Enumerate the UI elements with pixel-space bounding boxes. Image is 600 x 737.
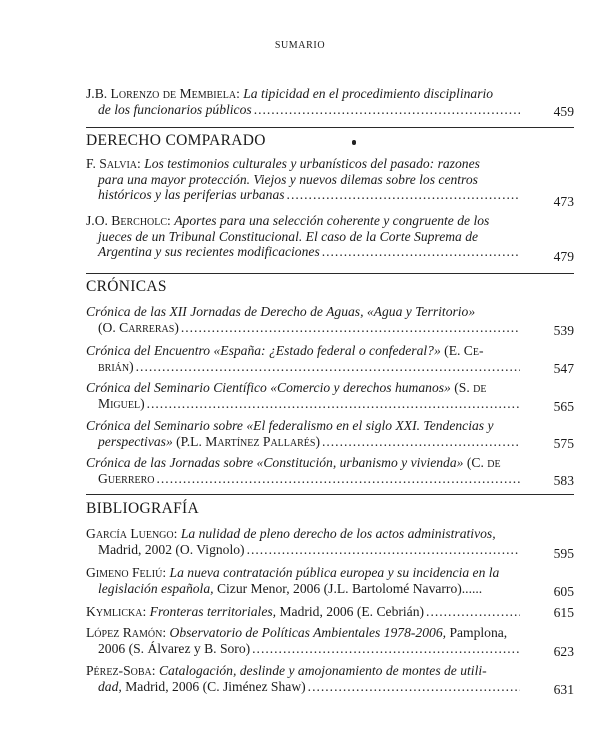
leader-dots bbox=[247, 542, 520, 558]
toc-entry-lopez-ramon[interactable]: López Ramón: Observatorio de Políticas Ambientales 1978-2006, Pamplona, 2006 (S. Álvarez y B. Soro) ..... bbox=[86, 625, 520, 656]
page-number: 615 bbox=[553, 605, 574, 620]
entry-author: (E. Ce- bbox=[444, 343, 484, 358]
entry-title-cont: perspectivas» bbox=[98, 433, 173, 449]
leader-dots bbox=[426, 604, 520, 620]
entry-title-cont: de los funcionarios públicos bbox=[98, 101, 252, 117]
leader-dots bbox=[136, 359, 520, 375]
entry-title: Los testimonios culturales y urbanísticos del pasado: razones bbox=[144, 156, 480, 171]
entry-title: Crónica del Seminario Científico «Comercio y derechos humanos» bbox=[86, 380, 451, 395]
entry-author: J.O. Bercholc bbox=[86, 213, 168, 228]
toc-entry-cronica-espana[interactable] bbox=[86, 343, 520, 374]
entry-title-cont: para una mayor protección. Viejos y nuevos dilemas sobre los centros bbox=[98, 171, 478, 187]
leader-dots bbox=[252, 641, 520, 657]
entry-publication: Pamplona, bbox=[449, 625, 508, 640]
entry-title-cont: históricos y las periferias urbanas bbox=[98, 187, 285, 202]
toc-entry-gimeno-feliu[interactable]: Gimeno Feliú: La nueva contratación pública europea y su incidencia en la legislación española, Cizur Menor, 2006 (J.L. Bartolomé Navarro)...... bbox=[86, 565, 500, 596]
page-number: 605 bbox=[553, 584, 574, 599]
entry-author: (O. Carreras) bbox=[98, 319, 179, 335]
toc-entry-perez-soba[interactable]: Pérez-Soba: Catalogación, deslinde y amojonamiento de montes de utili- dad, Madrid, 2006 (C. Jiménez Shaw) ..... bbox=[86, 663, 520, 694]
entry-author: López Ramón bbox=[86, 625, 163, 640]
toc-entry-kymlicka[interactable]: Kymlicka: Fronteras territoriales, Madrid, 2006 (E. Cebrián) ..... bbox=[86, 604, 520, 620]
ink-speck bbox=[352, 140, 356, 145]
entry-title: Crónica del Seminario sobre «El federalismo en el siglo XXI. Tendencias y bbox=[86, 418, 494, 433]
page-number: 479 bbox=[553, 249, 574, 264]
section-divider bbox=[86, 127, 574, 128]
entry-author: Pérez-Soba bbox=[86, 663, 152, 678]
entry-title-cont: legislación española, bbox=[98, 580, 214, 596]
toc-entry-cronica-federalismo[interactable] bbox=[86, 418, 520, 449]
leader-dots bbox=[322, 244, 520, 260]
toc-entry-cronica-urbanismo[interactable] bbox=[86, 455, 520, 486]
entry-publication: Madrid, 2006 (E. Cebrián) bbox=[279, 604, 425, 619]
page-number: 473 bbox=[553, 194, 574, 209]
toc-entry-membiela[interactable]: J.B. Lorenzo de Membiela: La tipicidad en el procedimiento disciplinario de los funcionarios públicos ..... bbox=[86, 86, 520, 117]
entry-title: Catalogación, deslinde y amojonamiento de montes de utili- bbox=[158, 663, 487, 678]
page-number: 565 bbox=[553, 399, 574, 414]
entry-title-cont: dad, bbox=[98, 678, 122, 694]
leader-dots bbox=[147, 396, 520, 412]
section-title-bibliografia: BIBLIOGRAFÍA bbox=[86, 500, 199, 517]
entry-author: J.B. Lorenzo de Membiela bbox=[86, 86, 237, 101]
leader-dots bbox=[157, 471, 521, 487]
entry-publication: Cizur Menor, 2006 (J.L. Bartolomé Navarro)...... bbox=[216, 580, 483, 596]
entry-author-cont: Miguel) bbox=[98, 395, 145, 411]
entry-author: F. Salvia bbox=[86, 156, 138, 171]
entry-title: La tipicidad en el procedimiento disciplinario bbox=[243, 86, 494, 101]
entry-author: (P.L. Martínez Pallarés) bbox=[176, 433, 320, 449]
section-title-cronicas: CRÓNICAS bbox=[86, 278, 167, 295]
toc-entry-cronica-comercio[interactable] bbox=[86, 380, 520, 411]
section-divider bbox=[86, 494, 574, 495]
toc-entry-bercholc[interactable]: J.O. Bercholc: Aportes para una selección coherente y congruente de los jueces de un Tribunal Constitucional. El caso de la Corte Suprema de Argentina y sus recientes modificaciones ..... bbox=[86, 213, 520, 260]
entry-title-cont: Argentina y sus recientes modificaciones bbox=[98, 244, 320, 259]
entry-author: Kymlicka bbox=[86, 604, 143, 619]
page-number: 623 bbox=[553, 644, 574, 659]
entry-title: Fronteras territoriales, bbox=[149, 604, 277, 619]
page-number: 583 bbox=[553, 473, 574, 488]
toc-entry-garcia-luengo[interactable]: García Luengo: La nulidad de pleno derecho de los actos administrativos, Madrid, 2002 (O. Vignolo) ..... bbox=[86, 526, 520, 557]
section-divider bbox=[86, 273, 574, 274]
leader-dots bbox=[322, 434, 520, 450]
entry-author: (S. de bbox=[454, 380, 487, 395]
leader-dots bbox=[287, 187, 520, 203]
page-number: 547 bbox=[553, 361, 574, 376]
page-number: 595 bbox=[553, 546, 574, 561]
entry-title: La nueva contratación pública europea y su incidencia en la bbox=[169, 565, 500, 580]
entry-publication: Madrid, 2006 (C. Jiménez Shaw) bbox=[125, 678, 306, 694]
entry-title-cont: jueces de un Tribunal Constitucional. El caso de la Corte Suprema de bbox=[98, 228, 479, 244]
page-number: 459 bbox=[553, 104, 574, 119]
entry-publication-cont: 2006 (S. Álvarez y B. Soro) bbox=[98, 640, 251, 656]
entry-title: La nulidad de pleno derecho de los actos administrativos, bbox=[180, 526, 496, 541]
entry-title: Aportes para una selección coherente y congruente de los bbox=[174, 213, 490, 228]
entry-publication: Madrid, 2002 (O. Vignolo) bbox=[98, 541, 245, 557]
running-header-text: SUMARIO bbox=[274, 40, 326, 51]
leader-dots bbox=[181, 320, 520, 336]
entry-author: García Luengo bbox=[86, 526, 174, 541]
running-header bbox=[0, 40, 600, 51]
entry-author-cont: Guerrero bbox=[98, 470, 155, 486]
entry-author: (C. de bbox=[466, 455, 501, 470]
leader-dots bbox=[254, 102, 520, 118]
entry-author: Gimeno Feliú bbox=[86, 565, 163, 580]
page-number: 575 bbox=[553, 436, 574, 451]
entry-author-cont: brián) bbox=[98, 358, 134, 374]
entry-title: Crónica de las XII Jornadas de Derecho de Aguas, «Agua y Territorio» bbox=[86, 304, 476, 319]
page-number: 631 bbox=[553, 682, 574, 697]
entry-title: Observatorio de Políticas Ambientales 1978-2006, bbox=[169, 625, 447, 640]
toc-entry-cronica-aguas[interactable] bbox=[86, 304, 520, 335]
page-number: 539 bbox=[553, 323, 574, 338]
section-title-derecho-comparado: DERECHO COMPARADO bbox=[86, 132, 266, 149]
entry-title: Crónica de las Jornadas sobre «Constitución, urbanismo y vivienda» bbox=[86, 455, 464, 470]
entry-title: Crónica del Encuentro «España: ¿Estado federal o confederal?» bbox=[86, 343, 441, 358]
toc-entry-salvia[interactable]: F. Salvia: Los testimonios culturales y urbanísticos del pasado: razones para una mayor protección. Viejos y nuevos dilemas sobre los centros históricos y las periferias urbanas ..... bbox=[86, 156, 520, 203]
leader-dots bbox=[308, 679, 520, 695]
